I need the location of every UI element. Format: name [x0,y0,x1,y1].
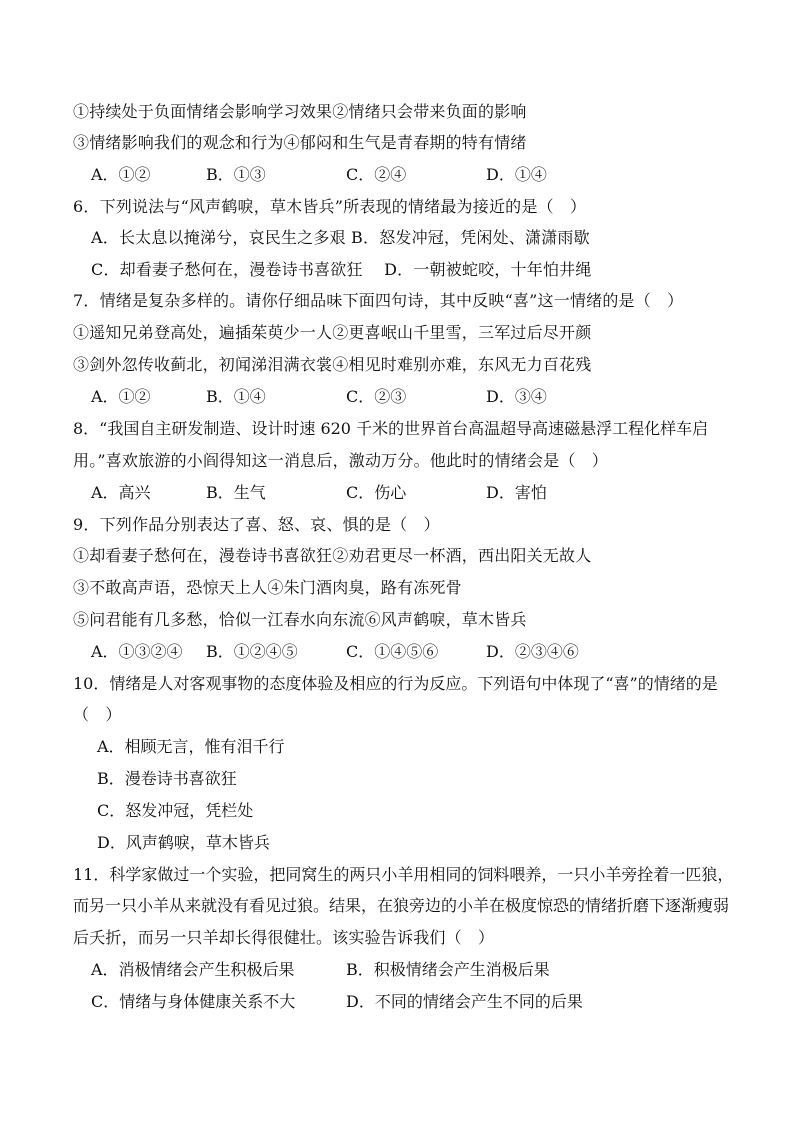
question-8-stem: 8．“我国自主研发制造、设计时速 620 千米的世界首台高温超导高速磁悬浮工程化样车启 [73,419,709,438]
option-d: D．③④ [486,387,547,406]
statement-line: ①持续处于负面情绪会影响学习效果②情绪只会带来负面的影响 [73,102,527,121]
question-10-stem-cont: （ ） [73,705,122,724]
option-b: B．积极情绪会产生消极后果 [346,960,550,979]
option-d: D．不同的情绪会产生不同的后果 [346,992,583,1011]
statement-line: ①却看妻子愁何在，漫卷诗书喜欲狂②劝君更尽一杯酒，西出阳关无故人 [73,546,592,565]
question-11-stem-cont: 而另一只小羊从来就没有看见过狼。结果，在狼旁边的小羊在极度惊恐的情绪折磨下逐渐瘦弱 [73,896,730,915]
option-c: C．①④⑤⑥ [346,642,439,661]
option-a: A．消极情绪会产生积极后果 [91,960,295,979]
question-8-stem-cont: 用。”喜欢旅游的小阎得知这一消息后，激动万分。他此时的情绪会是（ ） [73,451,608,470]
option-c: C．②④ [346,165,407,184]
statement-line: ①遥知兄弟登高处，遍插茱萸少一人②更喜岷山千里雪，三军过后尽开颜 [73,323,592,342]
option-c: C．情绪与身体健康关系不大 [91,992,296,1011]
option-a: A．高兴 [91,483,151,502]
option-b: B．生气 [206,483,266,502]
option-d: D．害怕 [486,483,547,502]
option-b: B．漫卷诗书喜欲狂 [97,769,237,788]
option-a: A．相顾无言，惟有泪千行 [97,737,285,756]
option-d: D．风声鹤唳，草木皆兵 [97,833,270,852]
option-c: C．伤心 [346,483,407,502]
question-6-options-row-1: A．长太息以掩涕兮，哀民生之多艰 B．怒发冲冠，凭闲处、潇潇雨歇 [91,228,590,247]
statement-line: ③不敢高声语，恐惊天上人④朱门酒肉臭，路有冻死骨 [73,578,462,597]
statement-line: ③情绪影响我们的观念和行为④郁闷和生气是青春期的特有情绪 [73,133,527,152]
question-7-stem: 7．情绪是复杂多样的。请你仔细品味下面四句诗，其中反映“喜”这一情绪的是（ ） [73,291,684,310]
option-b: B．①③ [206,165,266,184]
question-11-stem-cont: 后夭折，而另一只羊却长得很健壮。该实验告诉我们（ ） [73,928,495,947]
option-d: D．①④ [486,165,547,184]
question-10-stem: 10．情绪是人对客观事物的态度体验及相应的行为反应。下列语句中体现了“喜”的情绪的是 [73,674,718,693]
option-a: A．①③②④ [91,642,183,661]
option-c: C．怒发冲冠，凭栏处 [97,801,254,820]
question-6-stem: 6．下列说法与“风声鹤唳，草木皆兵”所表现的情绪最为接近的是（ ） [73,197,587,216]
option-a: A．①② [91,165,151,184]
statement-line: ⑤问君能有几多愁，恰似一江春水向东流⑥风声鹤唳，草木皆兵 [73,610,527,629]
option-c: C．②③ [346,387,407,406]
option-d: D．②③④⑥ [486,642,579,661]
option-a: A．①② [91,387,151,406]
option-b: B．①④ [206,387,266,406]
question-11-stem: 11．科学家做过一个实验，把同窝生的两只小羊用相同的饲料喂养，一只小羊旁拴着一匹狼， [73,865,734,884]
statement-line: ③剑外忽传收蓟北，初闻涕泪满衣裳④相见时难别亦难，东风无力百花残 [73,355,592,374]
question-6-options-row-2: C．却看妻子愁何在，漫卷诗书喜欲狂 D．一朝被蛇咬，十年怕井绳 [91,260,592,279]
question-9-stem: 9．下列作品分别表达了喜、怒、哀、惧的是（ ） [73,515,440,534]
option-b: B．①②④⑤ [206,642,298,661]
